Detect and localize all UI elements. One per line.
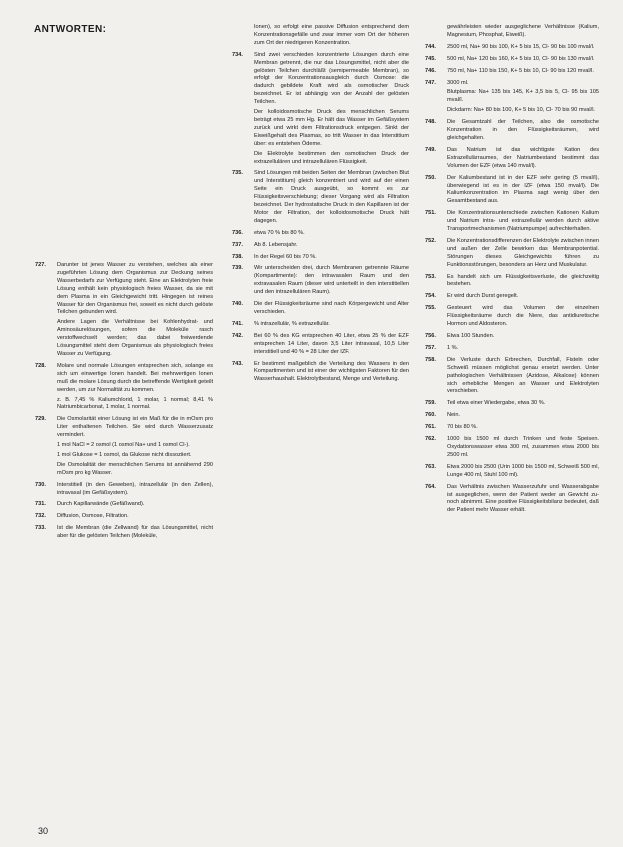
answer-text [447,484,599,518]
answer-entry [232,52,409,169]
answer-entry [35,513,213,523]
answer-entry [232,24,409,50]
answer-paragraph: Ab 8. Lebensjahr. [254,241,298,248]
answer-number: 746. [425,67,436,74]
answer-text [447,345,599,355]
answer-paragraph: Die Elektrolyte bestimmen den osmotischen Druck der extrazellulären und intrazellulären Flüssigkeit. [254,150,409,165]
answer-paragraph: 3000 ml. [447,79,469,86]
answer-number: 736. [232,229,243,236]
answer-paragraph: Sind Lösungen mit beiden Seiten der Membran (zwischen Blut und Interstitium) gleich konzentriert und wird auf der einen Seite ein Druck ausgeübt, so kommt es zur Flüssigkeitsverschiebung; dieser Vorgang wird als Filtration bezeichnet. Der hydrostatische Druck in den Kapillaren ist der Motor der Filtration, der kolloidosmotische Druck hält dagegen. [254,170,409,224]
answer-number: 740. [232,301,243,308]
answer-paragraph: Durch Kapillarwände (Gefäßwand). [57,501,145,508]
answer-number: 762. [425,436,436,443]
answer-paragraph: gewährleisten wieder ausgeglichene Verhältnisse (Kalium, Magnesium, Phosphat, Eiweiß). [447,24,599,38]
answer-entry [425,357,599,399]
answer-number: 729. [35,416,46,423]
answer-number: 757. [425,344,436,351]
answer-paragraph: Sind zwei verschieden konzentrierte Lösungen durch eine Membran getrennt, die nur das Lösungsmittel, nicht aber die gelösten Teilchen durchläßt (semipermeable Membran), so erfolgt der Konzentrationsausgleich durch Osmose: die dadurch gebildete Kraft wird als osmotischer Druck bezeichnet. Er ist abhängig von der Anzahl der gelösten Teilchen. [254,51,409,106]
answer-text [447,119,599,145]
answer-number: 743. [232,360,243,367]
answer-entry [425,238,599,272]
answer-text [447,238,599,272]
answer-number: 763. [425,463,436,470]
answer-entry [425,412,599,422]
answer-entry [35,363,213,414]
answer-paragraph: Andere Lagen die Verhältnisse bei Kohlenhydrat- und Aminosäurelösungen, sofern die Moleküle rasch verstoffwechselt werden; das dabei freiwerdende Lösungsmittel steht dem Organismus als physiologisch freies Wasser zu Verfügung. [57,319,213,357]
answer-text [57,416,213,479]
answer-entry [425,424,599,434]
answer-number: 745. [425,55,436,62]
answer-text [254,321,409,331]
answer-entry [425,24,599,42]
answer-paragraph: Es handelt sich um Flüssigkeitsverluste, die gleichzeitig bestehen. [447,273,599,288]
answer-paragraph: Ist die Membran (die Zellwand) für das Lösungsmittel, nicht aber für die gelösten Teilchen (Moleküle, [57,525,213,540]
answer-number: 744. [425,43,436,50]
answer-entry [35,482,213,500]
answer-entry [35,262,213,361]
answer-paragraph: Darunter ist jenes Wasser zu verstehen, welches als einer zugeführten Lösung dem Organismus zur Deckung seines Wasserbedarfs zur Verfügung steht. Eine an Elektrolyten freie Lösung enthält kein physiologisch freies Wasser, da sie mit dem Plasma in ein Gleichgewicht tritt. Hingegen ist reines Wasser für den Organismus frei, soweit es nicht durch gelöste Teilchen gebunden wird. [57,262,213,316]
answer-paragraph: Die Osmolalität der menschlichen Serums ist annähernd 290 mOsm pro kg Wasser. [57,461,213,476]
answer-text [447,175,599,209]
answer-paragraph: Der kolloidosmotische Druck des menschlichen Serums beträgt etwa 25 mm Hg. Er hält das Wasser im Gefäßsystem zurück und wirkt dem Filtrationsdruck entgegen. Sinkt der Eiweißgehalt des Plasmas, so tritt Wasser in das Interstitium über: es entstehen Ödeme. [254,109,409,147]
answer-paragraph: 70 bis 80 %. [447,424,478,431]
answer-paragraph: 2500 ml, Na+ 90 bis 100, K+ 5 bis 15, Cl- 90 bis 100 mval/l. [447,43,595,50]
answer-number: 753. [425,273,436,280]
answer-number: 751. [425,210,436,217]
answer-text [447,80,599,118]
answer-text [447,305,599,331]
answer-text [57,501,213,511]
answer-text [447,56,599,66]
answer-number [425,24,447,42]
answer-number: 755. [425,305,436,312]
answer-text [254,254,409,264]
answer-number: 749. [425,146,436,153]
answer-paragraph: Diffusion, Osmose, Filtration. [57,513,129,520]
answer-text [57,363,213,414]
answer-paragraph: 1000 bis 1500 ml durch Trinken und feste Speisen. Oxydationswasser etwa 300 ml, zusammen etwa 2000 bis 2500 ml. [447,436,599,458]
answer-number: 731. [35,501,46,508]
answer-paragraph: Nein. [447,412,461,419]
answer-entry [425,44,599,54]
answer-text [254,265,409,299]
answer-text [254,230,409,240]
answer-paragraph: Die Gesamtzahl der Teilchen, also die osmotische Konzentration in den Flüssigkeitsräumen, wird gleichgehalten. [447,119,599,141]
answer-text [57,513,213,523]
answer-text [254,333,409,359]
answer-column-1 [35,262,213,545]
answer-entry [35,501,213,511]
answer-text [447,68,599,78]
answer-text [254,170,409,227]
answer-entry [35,525,213,543]
answer-entry [232,333,409,359]
answer-text [447,357,599,399]
answer-entry [425,293,599,303]
answer-number [232,24,254,50]
answer-paragraph: Interstitiell (in den Geweben), intrazellulär (in den Zellen), intravasal (im Gefäßsystem). [57,481,213,496]
answer-number: 727. [35,262,46,268]
answer-paragraph: Dickdarm: Na+ 80 bis 100, K+ 5 bis 10, Cl- 70 bis 90 mval/l. [447,107,595,114]
answer-paragraph: Der Kaliumbestand ist in der EZF sehr gering (5 mval/l), überwiegend ist es in der IZF (etwa 150 mval/l). Die Kaliumkonzentration im Plasma sagt wenig über den Gesamtbestand aus. [447,174,599,205]
answer-entry [232,301,409,319]
answer-paragraph: 750 ml, Na+ 110 bis 150, K+ 5 bis 10, Cl- 90 bis 120 mval/l. [447,67,594,74]
answer-number: 750. [425,174,436,181]
answer-paragraph: Molare und normale Lösungen entsprechen sich, solange es sich um einwertige Ionen handelt. Bei mehrwertigen Ionen muß die molare Lösung durch die betreffende Wertigkeit geteilt werden, um zur Normalität zu kommen. [57,362,213,393]
answer-entry [425,333,599,343]
answer-entry [425,175,599,209]
answer-entry [425,119,599,145]
answer-entry [232,254,409,264]
answer-number: 738. [232,253,243,260]
answer-number: 747. [425,79,436,86]
answer-paragraph: Teil etwa einer Wiedergabe, etwa 30 %. [447,400,546,407]
answer-paragraph: Die Verluste durch Erbrechen, Durchfall, Fisteln oder Schweiß müssen möglichst genau ersetzt werden. Unter pathologischen Verhältnissen (Azidose, Alkalose) können sich erhebliche Mengen an Wasser und Elektrolyten verschieben. [447,356,599,395]
answer-paragraph: Etwa 100 Stunden. [447,333,495,339]
answer-entry [232,321,409,331]
answer-entry [425,436,599,462]
answer-paragraph: 1 mol Glukose = 1 osmol, da Glukose nicht dissoziiert. [57,451,192,458]
answer-paragraph: Das Natrium ist das wichtigste Kation des Extrazellulärraumes, der Natriumbestand bestimmt das Volumen der EZF (etwa 140 mval/l). [447,146,599,169]
answer-text [254,301,409,319]
answer-entry [232,361,409,387]
answer-paragraph: Die Konzentrationsunterschiede zwischen Kationen Kalium und Natrium intra- und extrazellulär werden durch aktive Transportmechanismen (Natriumpumpe) aufrechterhalten. [447,210,599,233]
answer-entry [425,345,599,355]
answer-text [447,210,599,236]
answer-text [447,44,599,54]
answer-text [57,262,213,361]
answer-text [447,24,599,42]
answer-paragraph: etwa 70 % bis 80 %. [254,229,305,236]
answer-number: 734. [232,51,243,58]
answer-number: 741. [232,320,243,327]
answer-entry [35,416,213,479]
answer-text [57,525,213,543]
answer-entry [232,242,409,252]
answer-number: 735. [232,170,243,177]
answer-text [254,52,409,169]
answer-text [254,24,409,50]
answer-text [447,147,599,173]
answer-paragraph: Wir unterscheiden drei, durch Membranen getrennte Räume (Kompartimente): den intravasalen Raum und den extravasalen Raum (dieser wird unterteilt in den interstitiellen und den intrazellulären Raum). [254,265,409,296]
answer-text [447,436,599,462]
page-number: 30 [38,826,49,836]
answer-column-2 [232,24,409,388]
answer-entry [425,274,599,292]
answer-number: 739. [232,265,243,272]
answer-paragraph: % intrazellulär, % extrazellulär. [254,320,330,327]
answer-number: 761. [425,424,436,431]
answer-paragraph: 1 mol NaCl = 2 osmol (1 osmol Na+ und 1 osmol Cl-). [57,442,190,449]
answer-text [447,293,599,303]
answer-entry [425,484,599,518]
answer-number: 754. [425,293,436,300]
answer-text [447,412,599,422]
answer-entry [425,147,599,173]
answer-number: 742. [232,332,243,339]
answer-number: 760. [425,412,436,419]
answer-paragraph: Gesteuert wird das Volumen der einzelnen Flüssigkeitsräume durch die Niere, das antidiuretische Hormon und Aldosteron. [447,305,599,328]
answer-number: 728. [35,362,46,369]
answer-number: 752. [425,237,436,244]
answer-text [254,242,409,252]
answer-number: 732. [35,513,46,520]
answer-paragraph: Etwa 2000 bis 2500 (Urin 1000 bis 1500 ml, Schweiß 500 ml, Lunge 400 ml, Stuhl 100 ml). [447,463,599,478]
answer-entry [232,265,409,299]
answer-number: 764. [425,483,436,490]
answer-text [447,400,599,410]
answer-entry [425,464,599,482]
answer-paragraph: In der Regel 60 bis 70 %. [254,253,317,260]
answer-paragraph: 1 %. [447,344,459,351]
answer-paragraph: Er bestimmt maßgeblich die Verteilung des Wassers in den Kompartimenten und ist einer der wichtigsten Faktoren für den Wasserhaushalt. Elektrolytbestand, Menge und Verteilung. [254,360,409,383]
answer-entry [425,68,599,78]
answer-paragraph: Die Osmolarität einer Lösung ist ein Maß für die in mOsm pro Liter enthaltenen Teilchen. Sie wird durch Wasserzusatz vermindert. [57,416,213,439]
answer-number: 756. [425,333,436,339]
answer-text [447,464,599,482]
answer-text [447,333,599,343]
answer-entry [425,305,599,331]
answer-paragraph: Das Verhältnis zwischen Wasserzufuhr und Wasserabgabe ist ausgeglichen, wenn der Patient weder an Gewicht zu- noch abnimmt. Eine positive Flüssigkeitsbilanz bedeutet, daß der Patient mehr Wasser erhält. [447,483,599,514]
answer-paragraph: Er wird durch Durst geregelt. [447,293,519,300]
answer-number: 730. [35,481,46,488]
answer-entry [425,80,599,118]
answer-text [57,482,213,500]
answer-text [254,361,409,387]
answer-number: 759. [425,400,436,407]
answer-text [447,274,599,292]
answer-paragraph: Die Konzentrationsdifferenzen der Elektrolyte zwischen innen und außen der Zelle bewirken das Membranpotential. Störungen dieses Gleichgewichts führen zu Funktionsstörungen, besonders an Herz und Muskulatur. [447,237,599,268]
answer-paragraph: Die der Flüssigkeitsräume sind nach Körpergewicht und Alter verschieden. [254,301,409,315]
answer-entry [232,170,409,227]
answer-column-3 [425,24,599,519]
answer-number: 733. [35,525,46,532]
answer-paragraph: Bei 60 % des KG entsprechen 40 Liter, etwa 25 % der EZF entsprechen 14 Liter, davon 3,5 Liter intravasal, 10,5 Liter interstitiell und 40 % = 28 Liter der IZF. [254,332,409,355]
answer-entry [232,230,409,240]
answer-paragraph: 500 ml, Na+ 120 bis 160, K+ 5 bis 10, Cl- 90 bis 130 mval/l. [447,55,595,62]
answer-entry [425,56,599,66]
answer-paragraph: Blutplasma: Na+ 135 bis 145, K+ 3,5 bis 5, Cl- 95 bis 105 mval/l. [447,89,599,104]
answer-paragraph: Ionen), so erfolgt eine passive Diffusion entsprechend dem Konzentrationsgefälle und zwar immer vom Ort der höheren zum Ort der niedrigeren Konzentration. [254,24,409,46]
answer-number: 748. [425,119,436,126]
answer-number: 758. [425,356,436,363]
answer-entry [425,210,599,236]
answer-paragraph: z. B. 7,45 % Kaliumchlorid, 1 molar, 1 normal; 8,41 % Natriumbicarbonat, 1 molar, 1 normal. [57,396,213,411]
answer-number: 737. [232,241,243,248]
answer-text [447,424,599,434]
page-title: ANTWORTEN: [34,24,107,35]
answer-entry [425,400,599,410]
